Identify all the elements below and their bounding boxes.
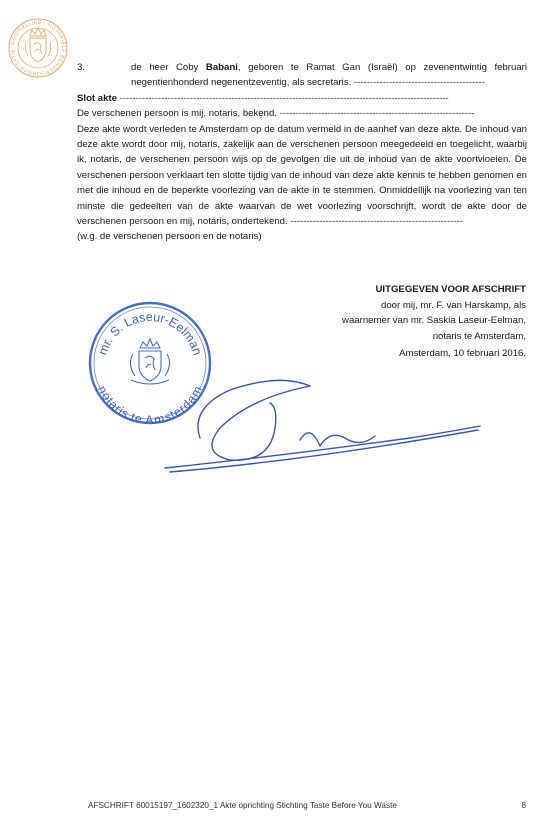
issued-title: UITGEGEVEN VOOR AFSCHRIFT [375,284,526,295]
identity-statement: De verschenen persoon is mij, notaris, bekend. [77,108,277,120]
svg-text:notaris te Amsterdam: notaris te Amsterdam [95,383,205,427]
section-heading: Slot akte [77,92,117,104]
issued-line-2: waarnemer van mr. Saskia Laseur-Eelman, [342,315,526,327]
item-text-post: , geboren te Ramat Gan (Israël) op zevenentwintig februari negentienhonderd negenentzeventig, als secretaris. [131,62,527,89]
item-number: 3. [77,62,86,73]
deed-body [77,60,527,245]
notarial-seal-logo [8,8,68,84]
party-item-3 [77,60,527,91]
closing-paragraph [77,122,527,230]
place-date: Amsterdam, 10 februari 2016. [399,348,526,360]
closing-text: Deze akte wordt verleden te Amsterdam op de datum vermeld in de aanhef van deze akte. De inhoud van deze akte wordt door mij, notaris, zakelijk aan de verschenen persoon meegedeeld en toegelicht, waarbij ik, notaris, de verschenen persoon wijs op de gevolgen die uit de inhoud van de akte voortvloeien. De verschenen persoon verklaart ten slotte tijdig van de inhoud van deze akte kennis te hebben genomen en met die inhoud en de beperkte voorlezing van de akte in te stemmen. Onmiddellijk na voorlezing van ten minste die gedeelten van de akte waarvan de wet voorlezing voorschrijft, wordt de akte door de verschenen persoon en mij, notaris, ondertekend. [77,123,527,228]
issued-copy-block [266,282,526,362]
issued-line-1: door mij, mr. F. van Harskamp, als [380,299,526,311]
dash-filler: ----------------------------------------- [353,77,485,89]
svg-text:KONINKLIJKE · NOTARIËLE BEROEP: KONINKLIJKE · NOTARIËLE BEROEPSORGANISATIE [9,19,67,77]
issued-line-3: notaris te Amsterdam, [432,330,526,342]
notary-signature [160,368,490,478]
item-text-pre: de heer Coby [131,62,206,73]
footer-reference: AFSCHRIFT 60015197_1602320_1 Akte oprichting Stichting Taste Before You Waste [88,801,397,810]
dash-filler: ------------------------------------------------------ [290,216,463,228]
identity-line [77,106,527,121]
page-number: 8 [521,801,526,810]
dash-filler: ------------------------------------------------------------------------------------------------------- [119,92,449,104]
svg-text:mr. S. Laseur-Eelman: mr. S. Laseur-Eelman [95,309,205,357]
dash-filler: ------------------------------------------------------------- [279,108,475,120]
closing-heading-line [77,91,527,106]
person-name: Babani [205,62,238,73]
item-text [131,60,527,91]
signed-note: (w.g. de verschenen persoon en de notaris) [77,231,262,243]
